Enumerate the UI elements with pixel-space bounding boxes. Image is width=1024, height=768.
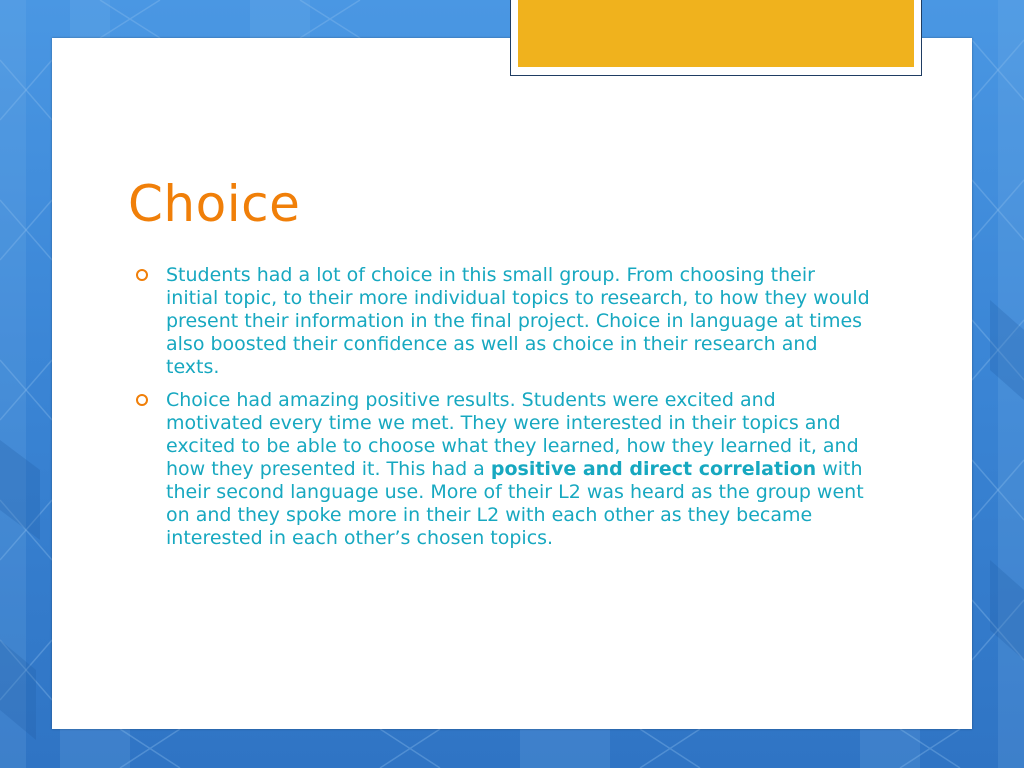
hollow-circle-bullet-icon bbox=[136, 269, 148, 281]
slide-title: Choice bbox=[128, 175, 301, 233]
hollow-circle-bullet-icon bbox=[136, 394, 148, 406]
bullet-text-after: with their second language use. More of their L2 was heard as the group went on and they spoke more in their L2 with each other as they became interested in each other’s chosen topics. bbox=[166, 458, 864, 549]
bullet-list bbox=[136, 264, 872, 560]
bullet-text-before: Choice had amazing positive results. Students were excited and motivated every time we met. They were interested in their topics and excited to be able to choose what they learned, how they learned it, and how they presented it. This had a bbox=[166, 389, 859, 480]
bullet-item bbox=[136, 264, 872, 379]
bold-phrase: positive and direct correlation bbox=[490, 458, 817, 480]
bullet-text: Students had a lot of choice in this small group. From choosing their initial topic, to their more individual topics to research, to how they would present their information in the final project. Choice in language at times also boosted their confidence as well as choice in their research and texts. bbox=[166, 264, 870, 378]
bullet-item bbox=[136, 389, 872, 550]
accent-tab bbox=[518, 0, 914, 67]
bullet-text bbox=[166, 389, 864, 549]
